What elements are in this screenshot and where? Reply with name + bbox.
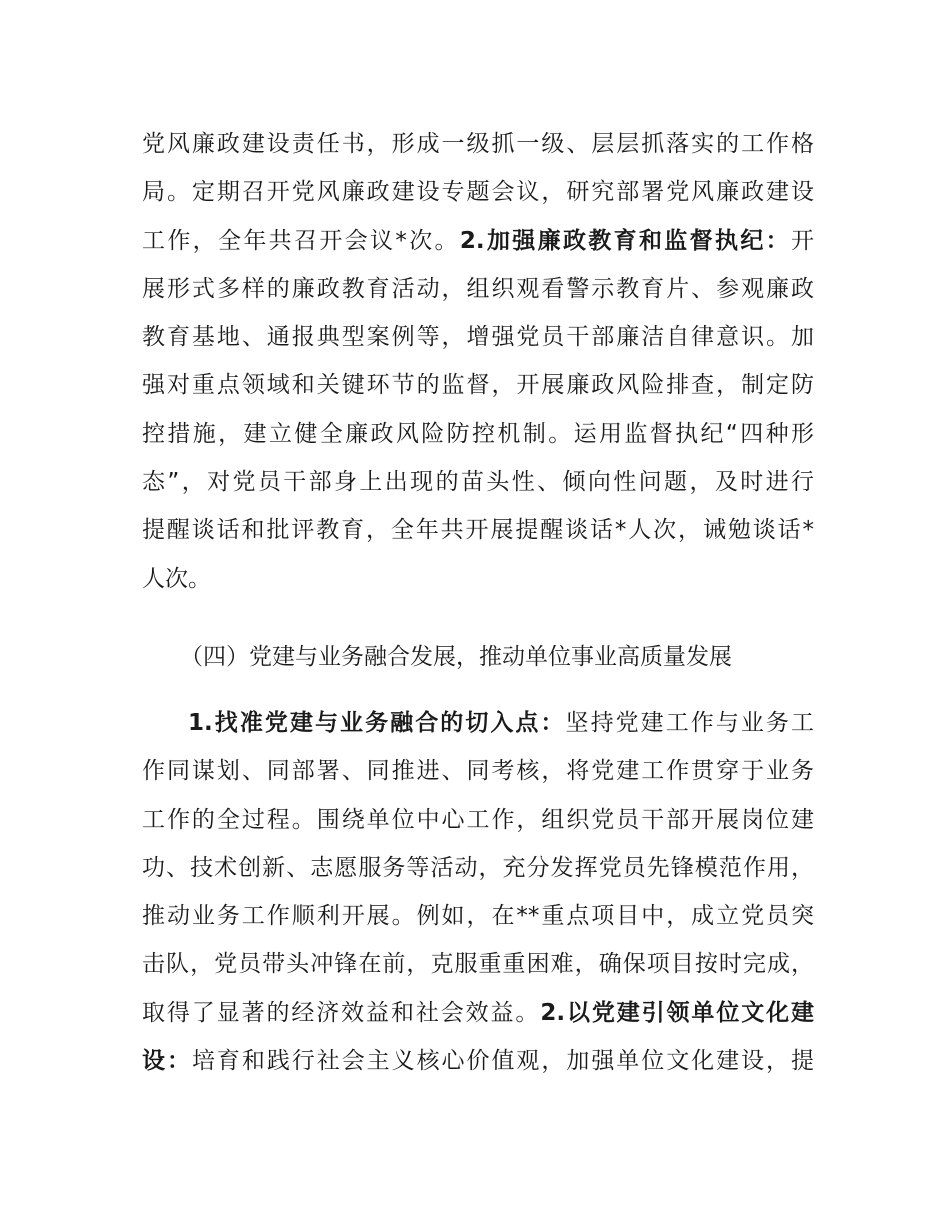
- document-body: [142, 120, 814, 603]
- text-line: [142, 1037, 814, 1085]
- text-line: 党风廉政建设责任书，形成一级抓一级、层层抓落实的工作格: [142, 131, 814, 157]
- text-line: 教育基地、通报典型案例等，增强党员干部廉洁自律意识。加: [142, 324, 814, 351]
- text-span: 工作，全年共召开会议*次。: [142, 227, 460, 254]
- subheading-inline: 2.加强廉政教育和监督执纪：: [459, 227, 791, 254]
- text-line: 强对重点领域和关键环节的监督，开展廉政风险排查，制定防: [142, 372, 814, 399]
- text-line: 态”，对党员干部身上出现的苗头性、倾向性问题，及时进行: [142, 469, 814, 496]
- text-span: 开: [791, 227, 814, 254]
- text-line: 击队，党员带头冲锋在前，克服重重困难，确保项目按时完成，: [142, 951, 814, 978]
- text-line: [142, 699, 814, 747]
- paragraph-2: [142, 699, 814, 1085]
- subheading-inline: 设：: [142, 1048, 192, 1075]
- text-line: 功、技术创新、志愿服务等活动，充分发挥党员先锋模范作用，: [142, 854, 814, 881]
- text-line: 人次。: [142, 565, 211, 592]
- text-span: 培育和践行社会主义核心价值观，加强单位文化建设，提: [191, 1048, 814, 1075]
- text-line: 提醒谈话和批评教育，全年共开展提醒谈话*人次，诫勉谈话*: [142, 517, 814, 544]
- text-line: 工作的全过程。围绕单位中心工作，组织党员干部开展岗位建: [142, 806, 814, 833]
- text-span: 坚持党建工作与业务工: [565, 710, 814, 736]
- text-line: 局。定期召开党风廉政建设专题会议，研究部署党风廉政建设: [142, 179, 814, 206]
- text-span: 取得了显著的经济效益和社会效益。: [142, 999, 541, 1026]
- subheading-inline: 1.找准党建与业务融合的切入点：: [188, 710, 566, 736]
- text-line: [142, 989, 814, 1037]
- text-line: 作同谋划、同部署、同推进、同考核，将党建工作贯穿于业务: [142, 758, 814, 785]
- subheading-inline: 2.以党建引领单位文化建: [540, 999, 814, 1026]
- text-line: 控措施，建立健全廉政风险防控机制。运用监督执纪“四种形: [142, 420, 814, 447]
- text-line: 展形式多样的廉政教育活动，组织观看警示教育片、参观廉政: [142, 275, 814, 302]
- text-line: 推动业务工作顺利开展。例如，在**重点项目中，成立党员突: [142, 903, 814, 930]
- section-heading: （四）党建与业务融合发展，推动单位事业高质量发展: [180, 644, 732, 670]
- text-line: [142, 217, 814, 265]
